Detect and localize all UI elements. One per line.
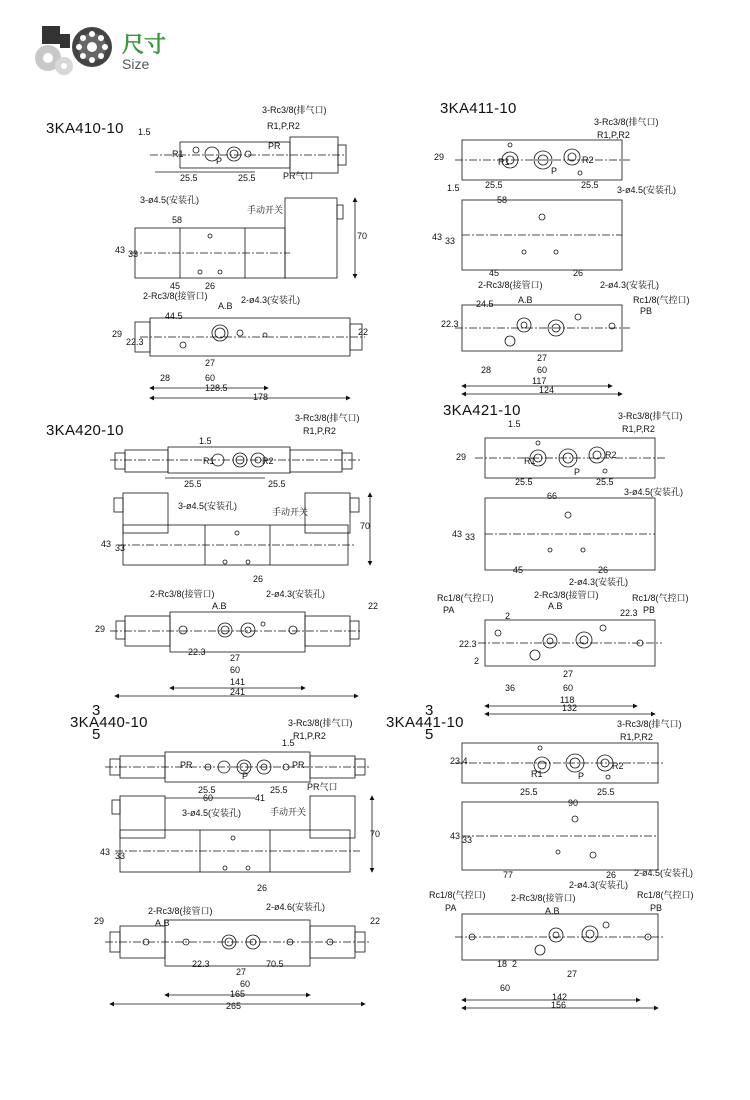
dim-420-14: 241 [230, 687, 246, 697]
dim-440-10: 29 [94, 916, 105, 926]
dim-441-14: 156 [551, 1000, 567, 1010]
dim-421-14: 36 [505, 683, 516, 693]
callout-2rc38-421: 2-Rc3/8(接管口) [534, 590, 599, 600]
dim-420-4: 70 [360, 521, 371, 531]
dim-410-4: 58 [172, 215, 183, 225]
dim-411-13: 28 [481, 365, 492, 375]
dim-411-1: 29 [434, 152, 445, 162]
model-suffix-3ka440: 5 [92, 726, 101, 743]
callout-phi45-421: 3-ø4.5(安装孔) [624, 487, 684, 497]
dim-411-8: 45 [489, 268, 500, 278]
dim-420-9: 22 [368, 601, 379, 611]
label-manual-420: 手动开关 [272, 507, 309, 517]
callout-r1pr2-420: R1,P,R2 [303, 426, 336, 436]
dim-410-15: 60 [205, 373, 216, 383]
dim-441-5: 43 [450, 831, 461, 841]
callout-rc18a-421: Rc1/8(气控口) [437, 593, 494, 603]
port-r2-421: R2 [605, 450, 617, 460]
dim-441-10: 2 [512, 959, 518, 969]
model-title-3ka440: 3KA440-10 [70, 714, 148, 731]
dim-421-11: 22.3 [459, 639, 477, 649]
label-manual-440: 手动开关 [270, 807, 307, 817]
dim-410-5: 43 [115, 245, 126, 255]
dim-410-7: 45 [170, 281, 181, 291]
dim-410-16: 128.5 [205, 383, 228, 393]
dim-440-8: 33 [115, 851, 126, 861]
label-ab-440: A.B [155, 918, 170, 928]
port-r1-410: R1 [172, 149, 184, 159]
model-title-3ka410: 3KA410-10 [46, 120, 124, 137]
dim-440-15: 60 [240, 979, 251, 989]
port-p-441: P [578, 771, 585, 781]
dim-420-5: 43 [101, 539, 112, 549]
dim-410-9: 70 [357, 231, 368, 241]
label-pb-441: PB [650, 903, 663, 913]
dim-440-6: 70 [370, 829, 381, 839]
dim-420-7: 26 [253, 574, 264, 584]
dim-440-4: 60 [203, 793, 214, 803]
callout-2rc38-440: 2-Rc3/8(接管口) [148, 906, 213, 916]
dim-421-3: 25.5 [515, 477, 533, 487]
dim-420-8: 29 [95, 624, 106, 634]
dim-411-12: 27 [537, 353, 548, 363]
dim-420-6: 33 [115, 543, 126, 553]
dim-421-4: 25.5 [596, 477, 614, 487]
model-title-3ka411: 3KA411-10 [440, 100, 517, 117]
callout-phi43-441: 2-ø4.3(安装孔) [569, 880, 629, 890]
dim-411-6: 43 [432, 232, 443, 242]
callout-rc38-410: 3-Rc3/8(排气口) [262, 105, 327, 115]
dim-441-12: 60 [500, 983, 511, 993]
dim-441-3: 25.5 [597, 787, 615, 797]
dim-420-10: 22.3 [188, 647, 206, 657]
callout-phi43-410: 2-ø4.3(安装孔) [241, 295, 301, 305]
dim-411-3: 25.5 [485, 180, 503, 190]
callout-phi45-440: 3-ø4.5(安装孔) [182, 808, 242, 818]
label-ab-421: A.B [548, 601, 563, 611]
callout-rc38-440: 3-Rc3/8(排气口) [288, 718, 353, 728]
dim-421-12: 22.3 [620, 608, 638, 618]
callout-phi43-411: 2-ø4.3(安装孔) [600, 280, 660, 290]
port-r1-420: R1 [203, 456, 215, 466]
port-r1-441: R1 [531, 769, 543, 779]
dim-421-9: 26 [598, 565, 609, 575]
dim-410-3: 25.5 [238, 173, 256, 183]
callout-2rc38-410: 2-Rc3/8(接管口) [143, 291, 208, 301]
dim-440-16: 165 [230, 989, 246, 999]
dim-411-10: 24.5 [476, 299, 494, 309]
port-r2-411: R2 [582, 155, 594, 165]
dim-410-8: 26 [205, 281, 216, 291]
callout-rc38-421: 3-Rc3/8(排气口) [618, 411, 683, 421]
dim-421-8: 45 [513, 565, 524, 575]
port-p-411: P [551, 166, 558, 176]
label-pa-421: PA [443, 605, 455, 615]
port-p-440: P [242, 771, 249, 781]
callout-phi45-411: 3-ø4.5(安装孔) [617, 185, 677, 195]
dim-441-11: 27 [567, 969, 578, 979]
dim-411-11: 22.3 [441, 319, 459, 329]
callout-rc18a-441: Rc1/8(气控口) [429, 890, 486, 900]
dim-441-2: 25.5 [520, 787, 538, 797]
label-ab-441: A.B [545, 906, 560, 916]
label-pa-441: PA [445, 903, 457, 913]
dim-410-10: 44.5 [165, 311, 183, 321]
label-ab-410: A.B [218, 301, 233, 311]
callout-r1pr2-441: R1,P,R2 [620, 732, 653, 742]
dim-420-12: 60 [230, 665, 241, 675]
dim-420-11: 27 [230, 653, 241, 663]
dim-440-12: 22.3 [192, 959, 210, 969]
dim-440-5: 41 [255, 793, 266, 803]
dim-440-1: 1.5 [282, 738, 295, 748]
label-manual-410: 手动开关 [247, 205, 284, 215]
callout-phi43-420: 2-ø4.3(安装孔) [266, 589, 326, 599]
callout-r1pr2-440: R1,P,R2 [293, 731, 326, 741]
port-r1-421: R1 [524, 456, 536, 466]
dim-440-3: 25.5 [270, 785, 288, 795]
port-r2-420: R2 [262, 456, 274, 466]
callout-r1pr2-421: R1,P,R2 [622, 424, 655, 434]
model-suffix-3ka441: 5 [425, 726, 434, 743]
model-title-3ka421: 3KA421-10 [443, 402, 521, 419]
dim-410-12: 22.3 [126, 337, 144, 347]
dim-441-8: 26 [606, 870, 617, 880]
dim-440-2: 25.5 [198, 785, 216, 795]
callout-rc18b-421: Rc1/8(气控口) [632, 593, 689, 603]
label-pb-421: PB [643, 605, 656, 615]
dim-411-4: 25.5 [581, 180, 599, 190]
dim-421-1: 1.5 [508, 419, 521, 429]
callout-rc38-441: 3-Rc3/8(排气口) [617, 719, 682, 729]
callout-phi45-410: 3-ø4.5(安装孔) [140, 195, 200, 205]
label-pr-440b: PR [292, 760, 305, 770]
dim-410-18: 22 [358, 327, 369, 337]
dim-441-9: 18 [497, 959, 508, 969]
model-title-3ka441: 3KA441-10 [386, 714, 464, 731]
callout-2rc38-441: 2-Rc3/8(接管口) [511, 893, 576, 903]
model-prefix-3ka441: 3 [425, 702, 434, 719]
label-ab-420: A.B [212, 601, 227, 611]
dim-410-17: 178 [253, 392, 269, 402]
dim-440-13: 27 [236, 967, 247, 977]
dim-411-2: 1.5 [447, 183, 460, 193]
label-pr2-440: PR气口 [307, 782, 338, 792]
dim-420-13: 141 [230, 677, 246, 687]
dim-441-4: 90 [568, 798, 579, 808]
port-p-410: P [216, 156, 223, 166]
dim-410-14: 28 [160, 373, 171, 383]
callout-phi45-420: 3-ø4.5(安装孔) [178, 501, 238, 511]
port-r2-441: R2 [612, 761, 624, 771]
label-pb-411: PB [640, 306, 653, 316]
label-pr2-410: PR气口 [283, 171, 314, 181]
dim-421-15: 60 [563, 683, 574, 693]
callout-phi45-441: 2-ø4.5(安装孔) [634, 868, 694, 878]
callout-r1pr2-410: R1,P,R2 [267, 121, 300, 131]
callout-2rc38-420: 2-Rc3/8(接管口) [150, 589, 215, 599]
dim-440-11: 22 [370, 916, 381, 926]
dim-441-7: 77 [503, 870, 514, 880]
dim-421-16: 27 [563, 669, 574, 679]
dim-441-6: 33 [462, 835, 473, 845]
callout-rc38-420: 3-Rc3/8(排气口) [295, 413, 360, 423]
dim-410-2: 25.5 [180, 173, 198, 183]
dim-410-13: 27 [205, 358, 216, 368]
callout-rc38-411: 3-Rc3/8(排气口) [594, 117, 659, 127]
dim-421-6: 43 [452, 529, 463, 539]
dim-411-9: 26 [573, 268, 584, 278]
dim-420-1: 1.5 [199, 436, 212, 446]
dim-421-13: 2 [474, 656, 480, 666]
dim-420-3: 25.5 [268, 479, 286, 489]
dim-440-14: 70.5 [266, 959, 284, 969]
dim-420-2: 25.5 [184, 479, 202, 489]
callout-rc18b-441: Rc1/8(气控口) [637, 890, 694, 900]
dim-421-18: 132 [562, 703, 578, 713]
dim-441-13: 142 [552, 992, 568, 1002]
dim-411-16: 124 [539, 385, 555, 395]
header-subtitle: Size [122, 56, 150, 72]
dim-440-17: 265 [226, 1001, 242, 1011]
port-p-421: P [574, 467, 581, 477]
dim-441-1: 23.4 [450, 756, 468, 766]
callout-phi43-421: 2-ø4.3(安装孔) [569, 577, 629, 587]
dim-421-7: 33 [465, 532, 476, 542]
model-prefix-3ka440: 3 [92, 702, 101, 719]
dim-421-10: 2 [505, 611, 511, 621]
model-title-3ka420: 3KA420-10 [46, 422, 124, 439]
dim-411-14: 60 [537, 365, 548, 375]
dim-421-17: 118 [560, 695, 575, 705]
dim-411-7: 33 [445, 236, 456, 246]
label-pr-410: PR [268, 141, 281, 151]
dim-410-11: 29 [112, 329, 123, 339]
dim-421-5: 66 [547, 491, 558, 501]
dim-410-1: 1.5 [138, 127, 151, 137]
header-title: 尺寸 [122, 33, 167, 58]
dim-411-5: 58 [497, 195, 508, 205]
label-ab-411: A.B [518, 295, 533, 305]
callout-2rc38-411: 2-Rc3/8(接管口) [478, 280, 543, 290]
dim-421-2: 29 [456, 452, 467, 462]
callout-rc18-411: Rc1/8(气控口) [633, 295, 690, 305]
dim-410-6: 33 [128, 249, 139, 259]
dim-440-7: 43 [100, 847, 111, 857]
callout-phi46-440: 2-ø4.6(安装孔) [266, 902, 326, 912]
callout-r1pr2-411: R1,P,R2 [597, 130, 630, 140]
port-r1-411: R1 [498, 157, 510, 167]
dim-440-9: 26 [257, 883, 268, 893]
dim-411-15: 117 [532, 376, 547, 386]
label-pr-440a: PR [180, 760, 193, 770]
